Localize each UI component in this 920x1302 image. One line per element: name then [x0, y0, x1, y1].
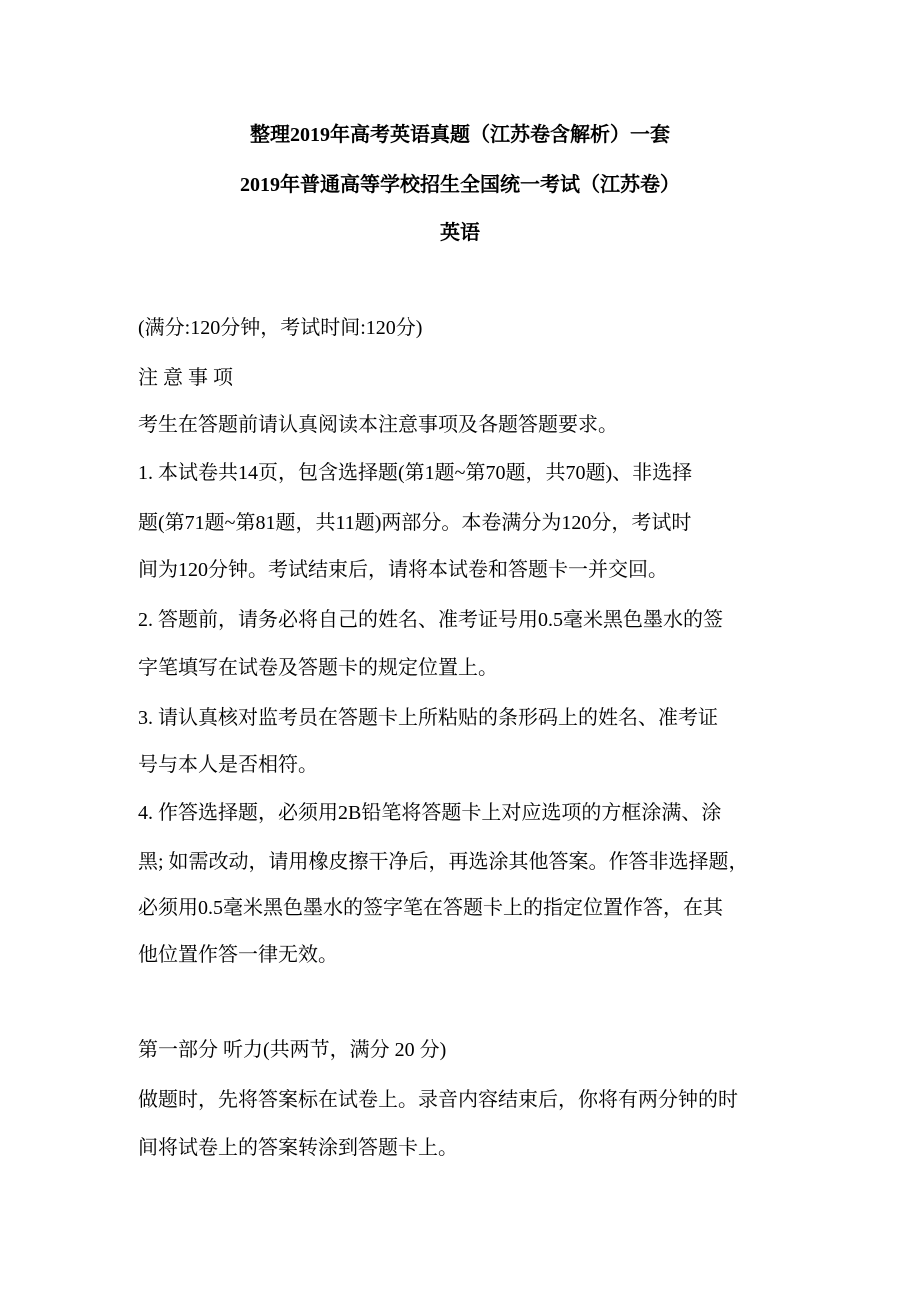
notice-line: 4. 作答选择题，必须用2B铅笔将答题卡上对应选项的方框涂满、涂: [138, 802, 722, 824]
notice-line: 2. 答题前，请务必将自己的姓名、准考证号用0.5毫米黑色墨水的签: [138, 609, 723, 631]
notice-line: 字笔填写在试卷及答题卡的规定位置上。: [138, 657, 498, 679]
subject-title: 英语: [440, 222, 480, 244]
section-instruction: 间将试卷上的答案转涂到答题卡上。: [138, 1137, 458, 1159]
exam-title: 2019年普通高等学校招生全国统一考试（江苏卷）: [240, 174, 680, 196]
notice-line: 必须用0.5毫米黑色墨水的签字笔在答题卡上的指定位置作答，在其: [138, 897, 723, 919]
notice-line: 黑; 如需改动，请用橡皮擦干净后，再选涂其他答案。作答非选择题，: [138, 851, 749, 873]
notice-line: 1. 本试卷共14页，包含选择题(第1题~第70题，共70题)、非选择: [138, 462, 693, 484]
notice-heading: 注 意 事 项: [138, 367, 233, 389]
section-heading: 第一部分 听力(共两节，满分 20 分): [138, 1039, 447, 1061]
doc-title: 整理2019年高考英语真题（江苏卷含解析）一套: [250, 124, 670, 146]
section-instruction: 做题时，先将答案标在试卷上。录音内容结束后，你将有两分钟的时: [138, 1089, 738, 1111]
notice-line: 间为120分钟。考试结束后，请将本试卷和答题卡一并交回。: [138, 559, 668, 581]
notice-line: 号与本人是否相符。: [138, 754, 318, 776]
notice-line: 3. 请认真核对监考员在答题卡上所粘贴的条形码上的姓名、准考证: [138, 707, 718, 729]
exam-info: (满分:120分钟，考试时间:120分): [138, 317, 423, 339]
notice-line: 他位置作答一律无效。: [138, 944, 338, 966]
notice-line: 题(第71题~第81题，共11题)两部分。本卷满分为120分，考试时: [138, 512, 692, 534]
notice-intro: 考生在答题前请认真阅读本注意事项及各题答题要求。: [138, 414, 618, 436]
